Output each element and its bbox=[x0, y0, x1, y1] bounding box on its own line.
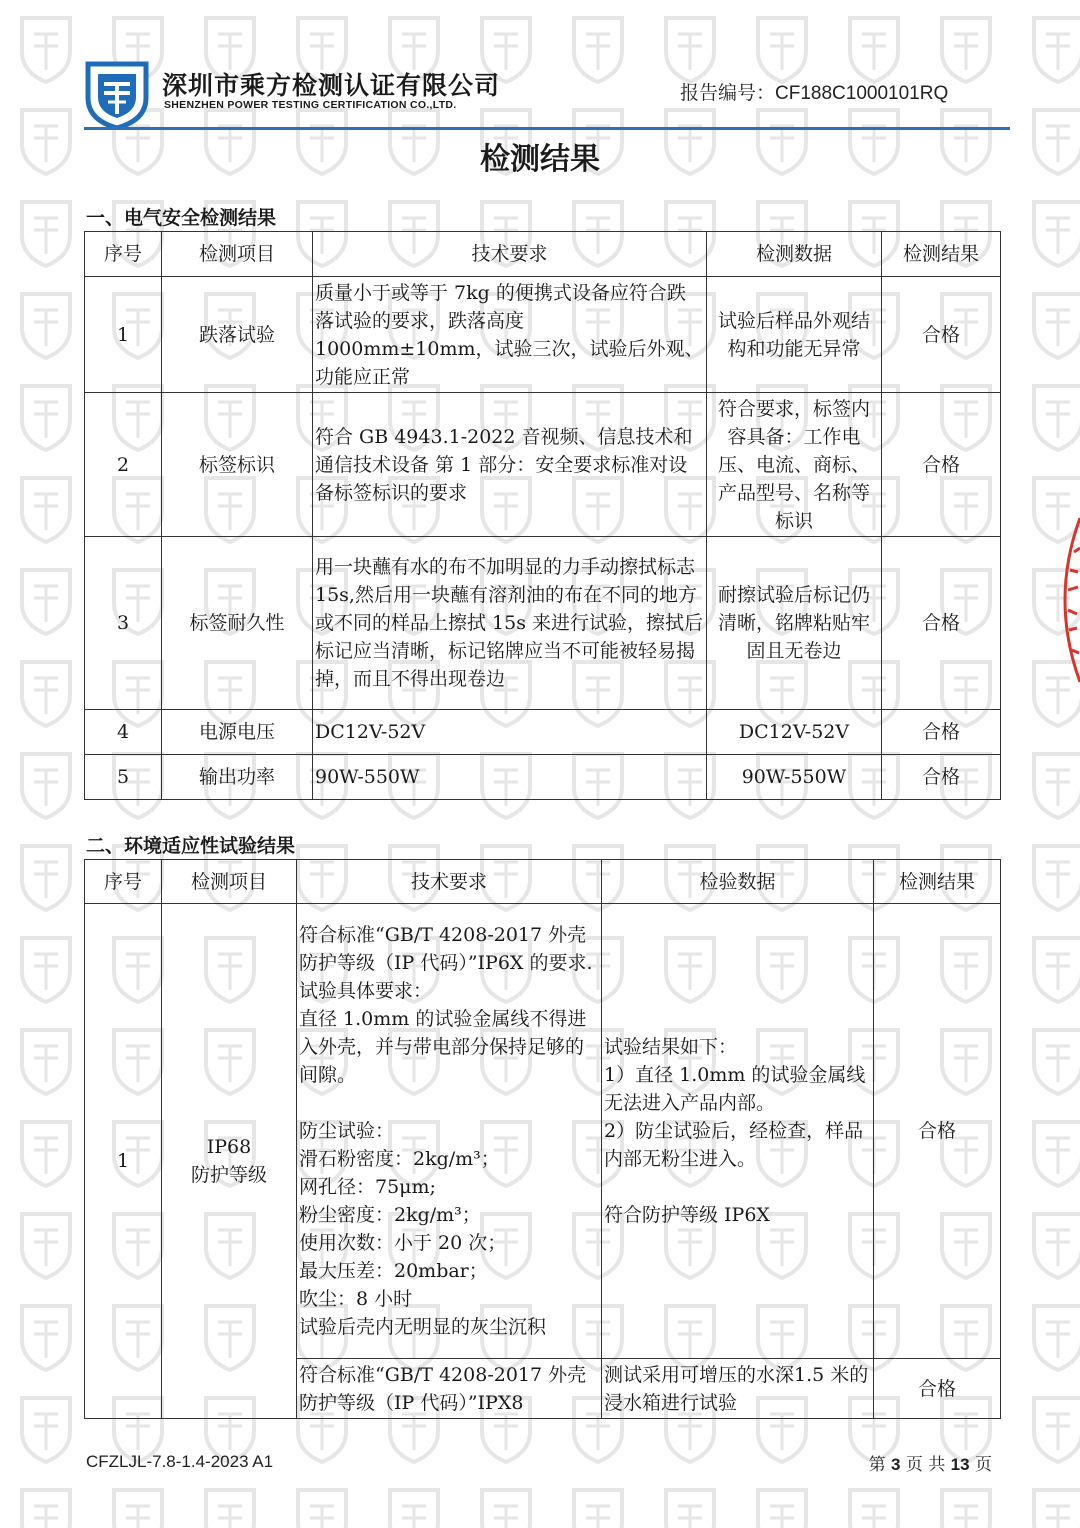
row-data: 90W-550W bbox=[707, 755, 882, 800]
company-name-cn: 深圳市乘方检测认证有限公司 bbox=[162, 71, 501, 100]
header-rule bbox=[84, 127, 1010, 130]
page-indicator bbox=[869, 1450, 992, 1475]
row-result: 合格 bbox=[882, 537, 1001, 710]
page-current: 3 bbox=[890, 1455, 901, 1474]
row-result: 合格 bbox=[874, 1359, 1001, 1419]
row-result: 合格 bbox=[874, 904, 1001, 1359]
row-result: 合格 bbox=[882, 277, 1001, 393]
row-data: 测试采用可增压的水深1.5 米的浸水箱进行试验 bbox=[602, 1359, 874, 1419]
environment-test-table bbox=[84, 859, 1001, 1419]
table-row bbox=[85, 904, 1001, 1359]
table-row bbox=[85, 537, 1001, 710]
page-total: 13 bbox=[950, 1455, 970, 1474]
row-no: 5 bbox=[85, 755, 162, 800]
row-item bbox=[162, 904, 297, 1419]
table-header-row bbox=[85, 860, 1001, 904]
table-row bbox=[85, 710, 1001, 755]
row-data: 符合要求，标签内容具备：工作电压、电流、商标、产品型号、名称等标识 bbox=[707, 393, 882, 537]
section2-title: 二、环境适应性试验结果 bbox=[86, 835, 296, 857]
row-requirement: 符合标准“GB/T 4208-2017 外壳防护等级（IP 代码）”IP6X 的要求. 试验具体要求： 直径 1.0mm 的试验金属线不得进入外壳，并与带电部分保持足够的间隙。 防尘试验： 滑石粉密度：2kg/m³； 网孔径：75μm; 粉尘密度：2kg/m³； 使用次数：小于 20 次； 最大压差：20mbar； 吹尘：8 小时 试验后壳内无明显的灰尘沉积 bbox=[297, 904, 602, 1359]
row-result: 合格 bbox=[882, 710, 1001, 755]
col-header-requirement: 技术要求 bbox=[313, 232, 707, 277]
page-prefix: 第 bbox=[868, 1455, 886, 1475]
col-header-data: 检测数据 bbox=[707, 232, 882, 277]
table-row bbox=[85, 277, 1001, 393]
report-number bbox=[680, 78, 948, 105]
report-number-value: CF188C1000101RQ bbox=[775, 83, 949, 104]
col-header-item: 检测项目 bbox=[162, 860, 297, 904]
row-result: 合格 bbox=[882, 755, 1001, 800]
row-no: 2 bbox=[85, 393, 162, 537]
row-item: 标签耐久性 bbox=[162, 537, 313, 710]
row-requirement: 符合 GB 4943.1-2022 音视频、信息技术和通信技术设备 第 1 部分：安全要求标准对设备标签标识的要求 bbox=[313, 393, 707, 537]
electrical-safety-table bbox=[84, 231, 1001, 800]
row-requirement: DC12V-52V bbox=[313, 710, 707, 755]
page-mid: 页 共 bbox=[905, 1455, 946, 1475]
row-requirement: 质量小于或等于 7kg 的便携式设备应符合跌落试验的要求，跌落高度 1000mm±10mm，试验三次，试验后外观、功能应正常 bbox=[313, 277, 707, 393]
row-no: 4 bbox=[85, 710, 162, 755]
row-item: 电源电压 bbox=[162, 710, 313, 755]
row-data: 试验结果如下： 1）直径 1.0mm 的试验金属线无法进入产品内部。 2）防尘试验后，经检查，样品内部无粉尘进入。 符合防护等级 IP6X bbox=[602, 904, 874, 1359]
row-no: 1 bbox=[85, 904, 162, 1419]
row-requirement: 符合标准“GB/T 4208-2017 外壳防护等级（IP 代码）”IPX8 bbox=[297, 1359, 602, 1419]
report-number-label: 报告编号： bbox=[680, 82, 776, 104]
form-code: CFZLJL-7.8-1.4-2023 A1 bbox=[86, 1452, 274, 1471]
row-requirement: 90W-550W bbox=[313, 755, 707, 800]
col-header-item: 检测项目 bbox=[162, 232, 313, 277]
col-header-result: 检测结果 bbox=[874, 860, 1001, 904]
table-header-row bbox=[85, 232, 1001, 277]
row-data: 耐擦试验后标记仍清晰，铭牌粘贴牢固且无卷边 bbox=[707, 537, 882, 710]
row-data: DC12V-52V bbox=[707, 710, 882, 755]
row-no: 3 bbox=[85, 537, 162, 710]
table-row bbox=[85, 393, 1001, 537]
row-requirement: 用一块蘸有水的布不加明显的力手动擦拭标志 15s,然后用一块蘸有溶剂油的布在不同的地方或不同的样品上擦拭 15s 来进行试验，擦拭后标记应当清晰，标记铭牌应当不可能被轻易揭掉，而且不得出现卷边 bbox=[313, 537, 707, 710]
row-item: 标签标识 bbox=[162, 393, 313, 537]
row-item: 输出功率 bbox=[162, 755, 313, 800]
red-seal-stamp bbox=[1046, 512, 1080, 688]
row-data: 试验后样品外观结构和功能无异常 bbox=[707, 277, 882, 393]
section1-title: 一、电气安全检测结果 bbox=[86, 207, 277, 229]
col-header-no: 序号 bbox=[85, 232, 162, 277]
row-result: 合格 bbox=[882, 393, 1001, 537]
col-header-requirement: 技术要求 bbox=[297, 860, 602, 904]
table-row bbox=[85, 755, 1001, 800]
row-no: 1 bbox=[85, 277, 162, 393]
row-item: 跌落试验 bbox=[162, 277, 313, 393]
row-item-line1: IP68 bbox=[206, 1136, 252, 1158]
col-header-result: 检测结果 bbox=[882, 232, 1001, 277]
row-item-line2: 防护等级 bbox=[190, 1164, 267, 1186]
page-title: 检测结果 bbox=[480, 142, 600, 177]
company-logo-icon bbox=[84, 60, 150, 130]
page-suffix: 页 bbox=[975, 1455, 992, 1475]
col-header-no: 序号 bbox=[85, 860, 162, 904]
company-name-en: SHENZHEN POWER TESTING CERTIFICATION CO.,LTD. bbox=[164, 99, 457, 111]
col-header-data: 检验数据 bbox=[602, 860, 874, 904]
